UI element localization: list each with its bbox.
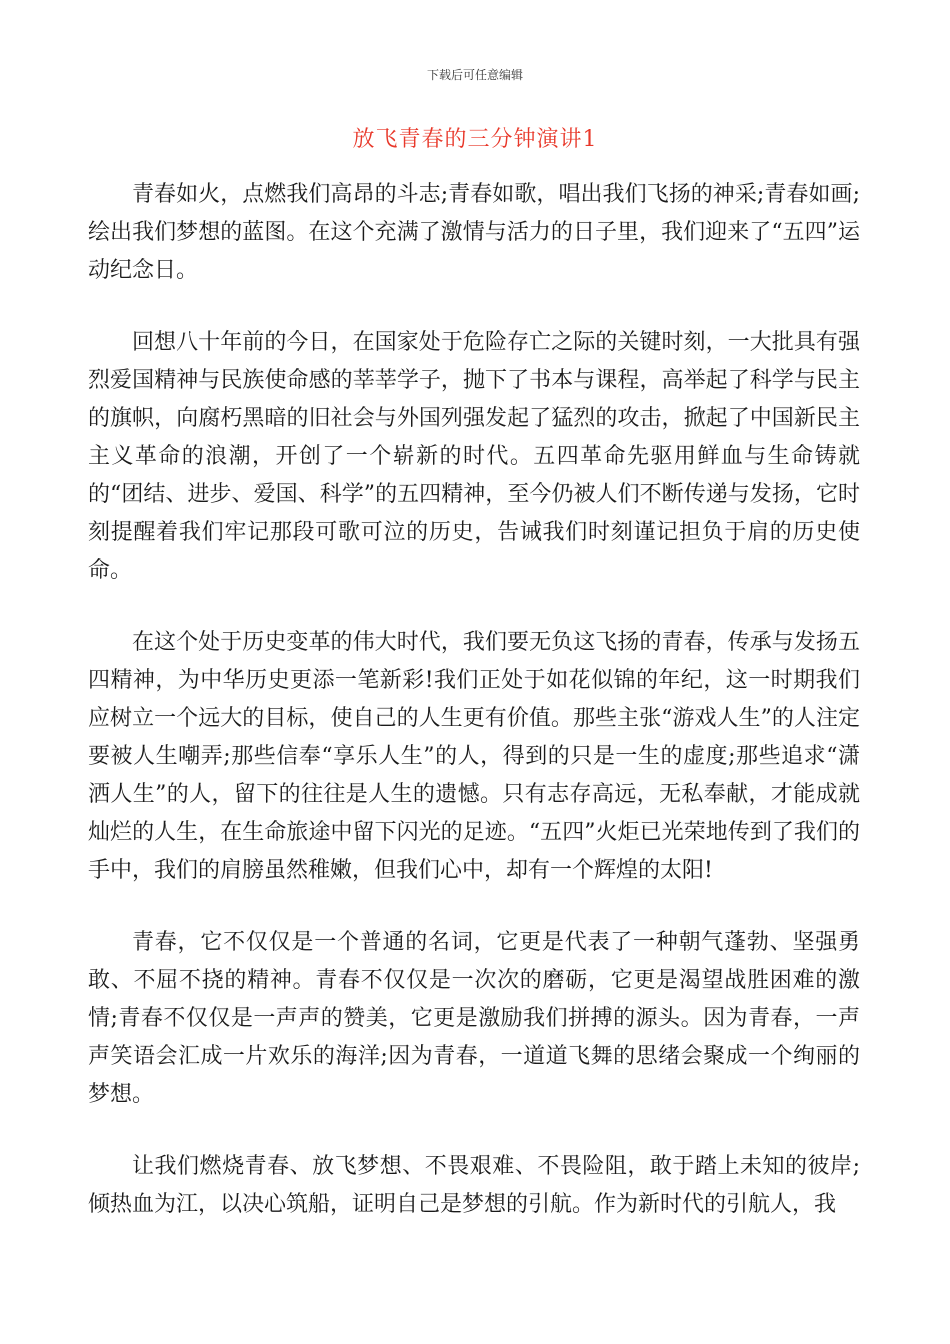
paragraph: 让我们燃烧青春、放飞梦想、不畏艰难、不畏险阻，敢于踏上未知的彼岸;倾热血为江，以决心筑船，证明自己是梦想的引航。作为新时代的引航人，我: [88, 1154, 860, 1217]
paragraph: 青春如火，点燃我们高昂的斗志;青春如歌，唱出我们飞扬的神采;青春如画;绘出我们梦想的蓝图。在这个充满了激情与活力的日子里，我们迎来了“五四”运动纪念日。: [88, 182, 860, 283]
paragraph: 青春，它不仅仅是一个普通的名词，它更是代表了一种朝气蓬勃、坚强勇敢、不屈不挠的精神。青春不仅仅是一次次的磨砺，它更是渴望战胜困难的激情;青春不仅仅是一声声的赞美，它更是激励我们拼搏的源头。因为青春，一声声笑语会汇成一片欢乐的海洋;因为青春，一道道飞舞的思绪会聚成一个绚丽的梦想。: [88, 930, 860, 1107]
document-body: [88, 176, 860, 1258]
paragraph: 回想八十年前的今日，在国家处于危险存亡之际的关键时刻，一大批具有强烈爱国精神与民族使命感的莘莘学子，抛下了书本与课程，高举起了科学与民主的旗帜，向腐朽黑暗的旧社会与外国列强发起了猛烈的攻击，掀起了中国新民主主义革命的浪潮，开创了一个崭新的时代。五四革命先驱用鲜血与生命铸就的“团结、进步、爱国、科学”的五四精神，至今仍被人们不断传递与发扬，它时刻提醒着我们牢记那段可歌可泣的历史，告诫我们时刻谨记担负于肩的历史使命。: [88, 330, 860, 583]
header-note: 下载后可任意编辑: [426, 68, 523, 82]
document-title: 放飞青春的三分钟演讲1: [352, 127, 598, 152]
paragraph: 在这个处于历史变革的伟大时代，我们要无负这飞扬的青春，传承与发扬五四精神，为中华历史更添一笔新彩!我们正处于如花似锦的年纪，这一时期我们应树立一个远大的目标，使自己的人生更有价值。那些主张“游戏人生”的人注定要被人生嘲弄;那些信奉“享乐人生”的人，得到的只是一生的虚度;那些追求“潇洒人生”的人，留下的往往是人生的遗憾。只有志存高远，无私奉献，才能成就灿烂的人生，在生命旅途中留下闪光的足迹。“五四”火炬已光荣地传到了我们的手中，我们的肩膀虽然稚嫩，但我们心中，却有一个辉煌的太阳!: [88, 630, 860, 883]
